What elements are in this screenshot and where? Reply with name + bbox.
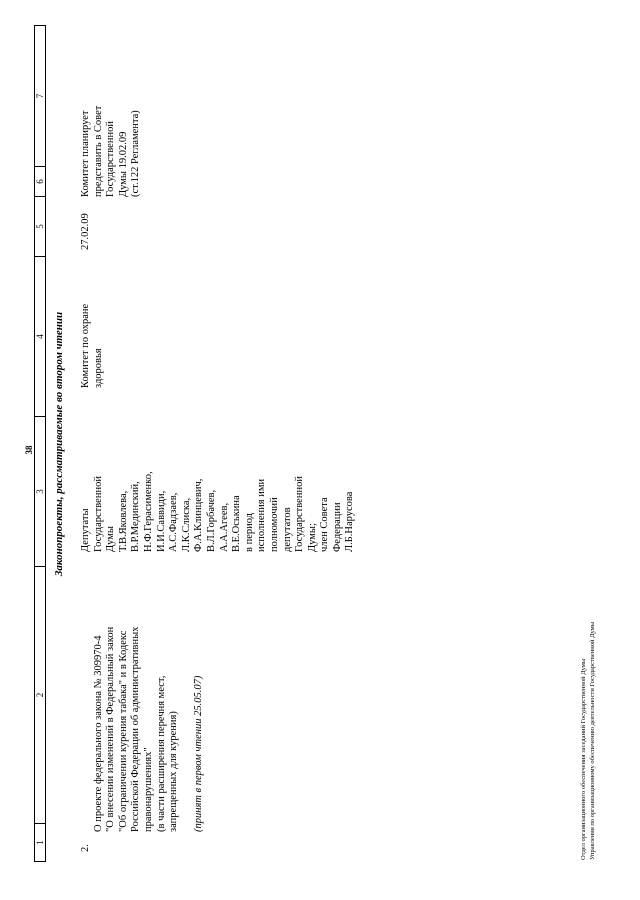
first-reading-note: (принят в первом чтении 25.05.07) xyxy=(193,675,205,832)
column-header-4: 4 xyxy=(35,257,46,417)
column-header-6: 6 xyxy=(35,167,46,197)
responsible-committee: Комитет по охране здоровья xyxy=(80,303,104,388)
column-header-row xyxy=(34,25,46,862)
column-header-5: 5 xyxy=(35,197,46,257)
section-title: Законопроекты, рассматриваемые во втором чтении xyxy=(53,311,65,577)
footer-line-2: Управления по организационному обеспечению деятельности Государственной Думы xyxy=(589,621,596,860)
column-header-3: 3 xyxy=(35,417,46,567)
committee-note: Комитет планирует представить в Совет Государственной Думы 19.02.09 (ст.122 Регламента) xyxy=(80,105,142,197)
column-header-1: 1 xyxy=(35,824,46,862)
bill-title: О проекте федерального закона № 309970-4 "О внесении изменений в Федеральный закон "Об ограничении курения табака" и в Кодекс Российской Федерации об административных правонарушениях" (в части расширения перечня мест, запрещенных для курения) xyxy=(92,626,180,832)
footer-line-1: Отдел организационного обеспечения заседаний Государственной Думы xyxy=(580,658,587,860)
column-header-2: 2 xyxy=(35,567,46,824)
bill-description xyxy=(80,532,219,832)
column-header-7: 7 xyxy=(35,26,46,167)
date-cell: 27.02.09 xyxy=(80,213,91,250)
bill-authors: Депутаты Государственной Думы Т.В.Яковлева, В.Р.Мединский, Н.Ф.Герасименко, И.И.Саввиди, А.С.Фадзаев, Л.К.Слиска, Ф.А.Клинцевич, В.Л.Горбачев, А.А.Агеев, В.Е.Оськина в период исполнения ими полномочий депутатов Государственной Думы; член Совета Федерации Л.Б.Нарусова xyxy=(80,471,356,552)
page-number: 38 xyxy=(24,445,34,455)
row-number: 2. xyxy=(80,844,91,852)
